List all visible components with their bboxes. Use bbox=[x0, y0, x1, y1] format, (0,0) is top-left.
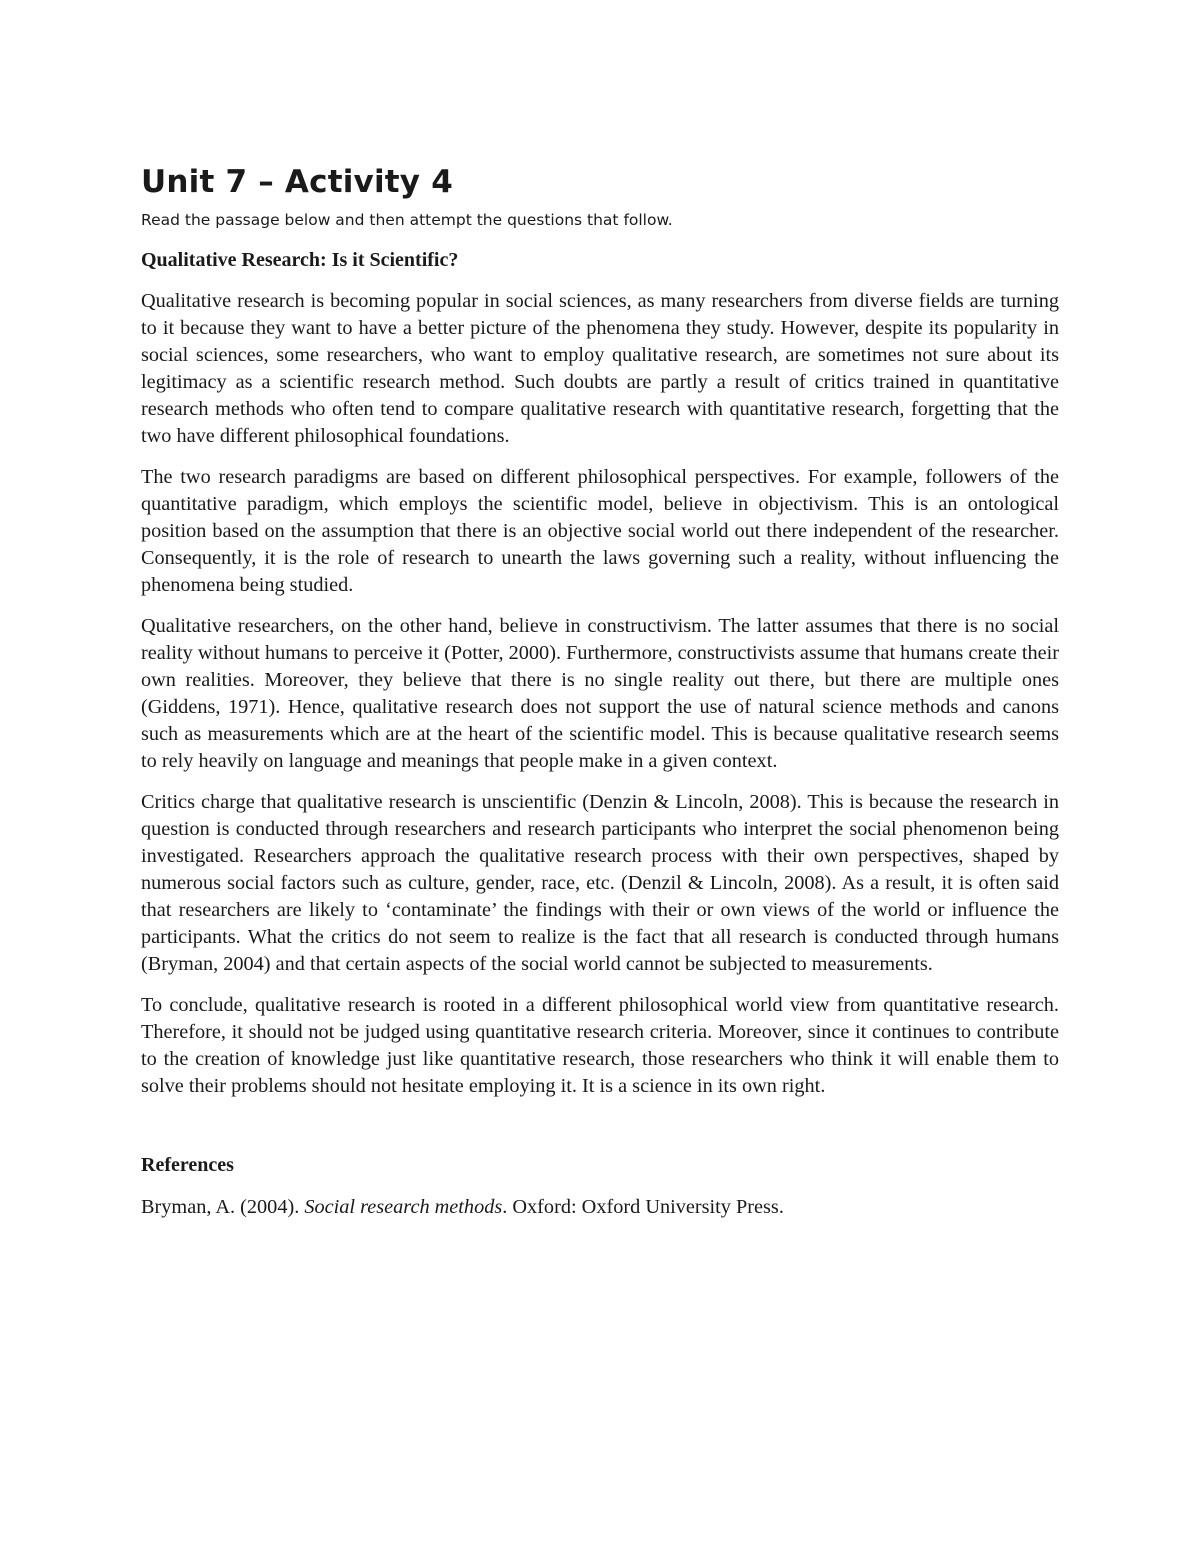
paragraph: The two research paradigms are based on different philosophical perspectives. For example, followers of the quantitative paradigm, which employs the scientific model, believe in objectivism. This is an ontological position based on the assumption that there is an objective social world out there independent of the researcher. Consequently, it is the role of research to unearth the laws governing such a reality, without influencing the phenomena being studied. bbox=[141, 466, 1059, 596]
unit-title: Unit 7 – Activity 4 bbox=[141, 164, 453, 200]
instruction-text: Read the passage below and then attempt the questions that follow. bbox=[141, 211, 673, 229]
references-heading: References bbox=[141, 1154, 234, 1176]
paragraph: Critics charge that qualitative research is unscientific (Denzin & Lincoln, 2008). This is because the research in question is conducted through researchers and research participants who interpret the social phenomenon being investigated. Researchers approach the qualitative research process with their own perspectives, shaped by numerous social factors such as culture, gender, race, etc. (Denzil & Lincoln, 2008). As a result, it is often said that researchers are likely to ‘contaminate’ the findings with their or own views of the world or influence the participants. What the critics do not seem to realize is the fact that all research is conducted through humans (Bryman, 2004) and that certain aspects of the social world cannot be subjected to measurements. bbox=[141, 791, 1059, 975]
reference-work-title: Social research methods bbox=[304, 1196, 503, 1218]
document-page bbox=[141, 160, 1059, 1221]
passage-heading: Qualitative Research: Is it Scientific? bbox=[141, 249, 459, 271]
reference-author-year: Bryman, A. (2004). bbox=[141, 1196, 305, 1218]
paragraph: Qualitative research is becoming popular in social sciences, as many researchers from diverse fields are turning to it because they want to have a better picture of the phenomena they study. However, despite its popularity in social sciences, some researchers, who want to employ qualitative research, are sometimes not sure about its legitimacy as a scientific research method. Such doubts are partly a result of critics trained in quantitative research methods who often tend to compare qualitative research with quantitative research, forgetting that the two have different philosophical foundations. bbox=[141, 290, 1059, 447]
paragraph: To conclude, qualitative research is rooted in a different philosophical world view from quantitative research. Therefore, it should not be judged using quantitative research criteria. Moreover, since it continues to contribute to the creation of knowledge just like quantitative research, those researchers who think it will enable them to solve their problems should not hesitate employing it. It is a science in its own right. bbox=[141, 994, 1059, 1097]
reference-publisher: . Oxford: Oxford University Press. bbox=[502, 1196, 784, 1218]
paragraph: Qualitative researchers, on the other hand, believe in constructivism. The latter assumes that there is no social reality without humans to perceive it (Potter, 2000). Furthermore, constructivists assume that humans create their own realities. Moreover, they believe that there is no single reality out there, but there are multiple ones (Giddens, 1971). Hence, qualitative research does not support the use of natural science methods and canons such as measurements which are at the heart of the scientific model. This is because qualitative research seems to rely heavily on language and meanings that people make in a given context. bbox=[141, 615, 1059, 772]
reference-item bbox=[141, 1193, 1059, 1221]
